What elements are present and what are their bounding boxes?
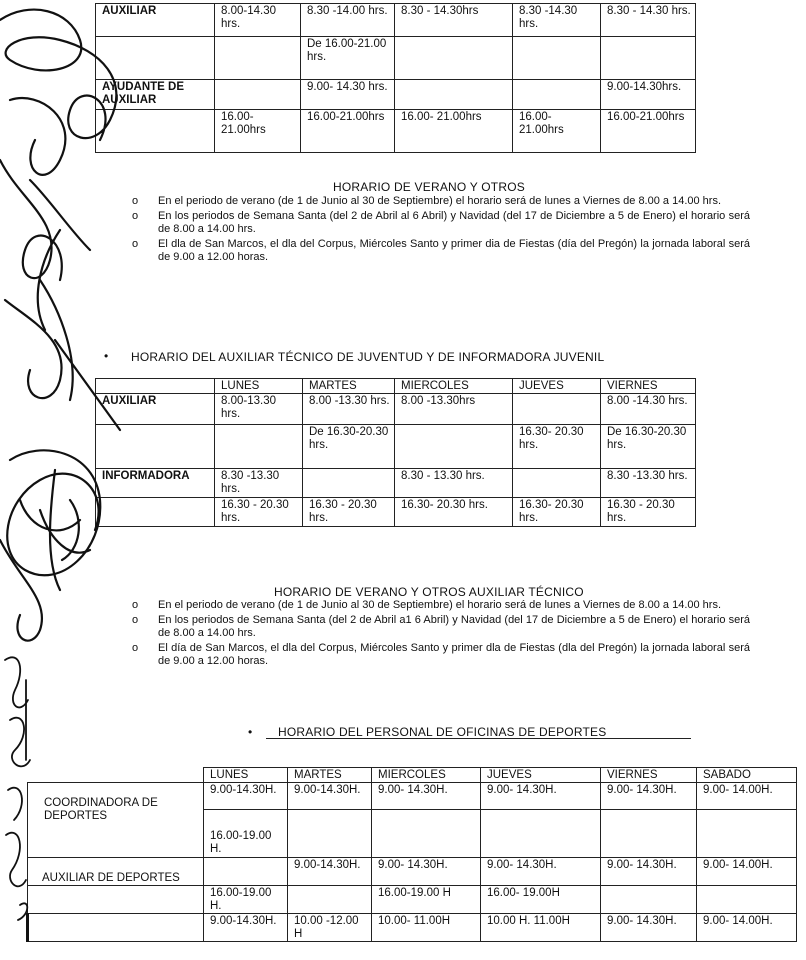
column-header: VIERNES [601,768,697,783]
row-label: INFORMADORA [96,469,215,498]
header-blank [96,379,215,394]
table-cell: 9.00-14.30H. [204,914,288,942]
column-header: JUEVES [513,379,601,394]
row-label [96,37,215,80]
table-cell: 16.30- 20.30 hrs. [395,498,513,527]
table-cell: 9.00-14.30H. [288,783,372,810]
row-label: AUXILIAR DE DEPORTES [28,858,204,886]
table-cell: 10.00- 11.00H [372,914,481,942]
list-bullet: o [132,238,139,250]
summer-technical-notes [132,599,750,668]
sports-office-title [266,725,691,739]
note-text: En el periodo de verano (de 1 de Junio al 30 de Septiembre) el horario será de lunes a Viernes de 8.00 a 14.00 hrs. [158,195,721,207]
summer-schedule-notes [132,195,750,264]
list-bullet: o [132,210,139,222]
list-item [132,614,750,640]
note-text: En los periodos de Semana Santa (del 2 de Abril a1 6 Abril) y Navidad (del 17 de Diciembre a 5 de Enero) el horario será de 8.00 a 14.00 hrs. [158,614,750,639]
table-cell [601,37,696,80]
note-text: En los periodos de Semana Santa (del 2 de Abril al 6 Abril) y Navidad (del 17 de Diciembre a 5 de Enero) el horario será de 8.00 a 14.00 hrs. [158,210,750,235]
table-cell: 8.30 - 13.30 hrs. [395,469,513,498]
table-cell [215,37,301,80]
table-cell: 9.00-14.30hrs. [601,80,696,110]
table-cell: 8.30 -13.30 hrs. [601,469,696,498]
table-cell [395,425,513,469]
table-row [96,425,696,469]
note-text: En el periodo de verano (de 1 de Junio al 30 de Septiembre) el horario será de lunes a Viernes de 8.00 a 14.00 hrs. [158,599,721,611]
header-blank [28,768,204,783]
list-item [132,238,750,264]
column-header: MIERCOLES [372,768,481,783]
table-cell: 9.00- 14.30H. [601,858,697,886]
table-row [96,110,696,153]
row-label [28,914,204,942]
table-cell: 16.30 - 20.30 hrs. [601,498,696,527]
table-row [28,914,797,942]
table-row [28,783,797,810]
table-cell: 16.00-21.00hrs [215,110,301,153]
column-header: MIERCOLES [395,379,513,394]
row-label: AUXILIAR [96,4,215,37]
table-cell: 16.00-21.00hrs [301,110,395,153]
row-label: AUXILIAR [96,394,215,425]
table-cell [513,469,601,498]
table-cell: De 16.30-20.30 hrs. [601,425,696,469]
row-label [96,425,215,469]
table-cell [697,886,797,914]
table-cell: De 16.00-21.00 hrs. [301,37,395,80]
table-cell: 8.30 -14.00 hrs. [301,4,395,37]
table-row [96,469,696,498]
row-label [96,110,215,153]
table-cell: 16.00- 19.00H [481,886,601,914]
table-cell: 16.00-21.00hrs [601,110,696,153]
table-auxiliar-schedule [95,3,696,153]
column-header: LUNES [215,379,303,394]
youth-schedule-title: HORARIO DEL AUXILIAR TÉCNICO DE JUVENTUD Y DE INFORMADORA JUVENIL [131,350,605,364]
table-sports-office-schedule [26,767,797,942]
table-cell: 9.00-14.30H. [204,783,288,810]
list-item [132,642,750,668]
table-row [96,498,696,527]
table-cell: 8.30 - 14.30hrs [395,4,513,37]
table-cell [395,37,513,80]
table-cell: 9.00- 14.30H. [481,858,601,886]
table-youth-schedule [95,378,696,527]
table-row [96,394,696,425]
list-item [132,210,750,236]
list-bullet: o [132,599,139,611]
table-row [96,4,696,37]
table-row [96,37,696,80]
table-cell: 9.00- 14.00H. [697,783,797,810]
table-cell [513,37,601,80]
row-label [96,498,215,527]
list-item [132,599,750,612]
table-cell: 8.30 -13.30 hrs. [215,469,303,498]
table-cell: 8.00-14.30 hrs. [215,4,301,37]
table-cell: 9.00- 14.30H. [481,783,601,810]
table-row [28,886,797,914]
table-cell: 8.00 -13.30hrs [395,394,513,425]
table-header-row [28,768,797,783]
table-cell: 16.00- 21.00hrs [395,110,513,153]
table-cell [601,886,697,914]
table-cell: De 16.30-20.30 hrs. [303,425,395,469]
table-cell: 9.00- 14.30 hrs. [301,80,395,110]
table-cell: 8.30 - 14.30 hrs. [601,4,696,37]
table-cell: 9.00- 14.00H. [697,914,797,942]
list-item [132,195,750,208]
list-bullet: o [132,614,139,626]
table-cell: 16.30 - 20.30 hrs. [303,498,395,527]
table-cell: 8.00 -14.30 hrs. [601,394,696,425]
table-cell [215,425,303,469]
row-label: AYUDANTE DE AUXILIAR [96,80,215,110]
table-row [96,80,696,110]
table-cell: 9.00- 14.30H. [601,783,697,810]
table-cell: 9.00- 14.30H. [372,783,481,810]
table-cell: 16.00-19.00 H. [204,886,288,914]
table-cell [697,810,797,858]
table-cell [303,469,395,498]
table-cell: 9.00-14.30H. [288,858,372,886]
table-cell: 16.00-21.00hrs [513,110,601,153]
table-header-row [96,379,696,394]
column-header: MARTES [303,379,395,394]
list-bullet: o [132,195,139,207]
column-header: LUNES [204,768,288,783]
signature-middle [0,450,100,640]
column-header: SABADO [697,768,797,783]
table-row [28,858,797,886]
table-cell: 8.00 -13.30 hrs. [303,394,395,425]
summer-technical-title: HORARIO DE VERANO Y OTROS AUXILIAR TÉCNICO [274,585,584,599]
table-cell: 9.00- 14.00H. [697,858,797,886]
note-text: El día de San Marcos, el dla del Corpus, Miércoles Santo y primer dla de Fiestas (dla del Pregón) la jornada laboral será de 9.00 a 12.00 horas. [158,642,750,667]
row-label: COORDINADORA DE DEPORTES [28,783,204,858]
table-cell [481,810,601,858]
table-cell: 9.00- 14.30H. [601,914,697,942]
table-cell [372,810,481,858]
table-cell [513,394,601,425]
summer-schedule-title: HORARIO DE VERANO Y OTROS [333,180,525,194]
table-cell [288,810,372,858]
table-cell: 16.00-19.00 H [372,886,481,914]
table-cell [513,80,601,110]
column-header: JUEVES [481,768,601,783]
table-cell: 8.30 -14.30 hrs. [513,4,601,37]
table-cell [288,886,372,914]
table-cell [215,80,301,110]
bullet-icon: • [104,349,109,363]
table-cell [395,80,513,110]
table-cell: 8.00-13.30 hrs. [215,394,303,425]
table-cell: 16.30- 20.30 hrs. [513,425,601,469]
list-bullet: o [132,642,139,654]
column-header: MARTES [288,768,372,783]
table-cell [601,810,697,858]
note-text: El dla de San Marcos, el dla del Corpus, Miércoles Santo y primer dia de Fiestas (día del Pregón) la jornada laboral será de 9.00 a 12.00 horas. [158,238,750,263]
table-cell: 9.00- 14.30H. [372,858,481,886]
table-cell: 16.30 - 20.30 hrs. [215,498,303,527]
table-cell: 10.00 -12.00 H [288,914,372,942]
sports-office-title-text: HORARIO DEL PERSONAL DE OFICINAS DE DEPORTES [278,725,607,739]
table-cell [204,858,288,886]
table-cell: 10.00 H. 11.00H [481,914,601,942]
row-label [28,886,204,914]
table-cell: 16.30- 20.30 hrs. [513,498,601,527]
table-cell: 16.00-19.00 H. [204,810,288,858]
bullet-icon: • [248,725,253,739]
column-header: VIERNES [601,379,696,394]
